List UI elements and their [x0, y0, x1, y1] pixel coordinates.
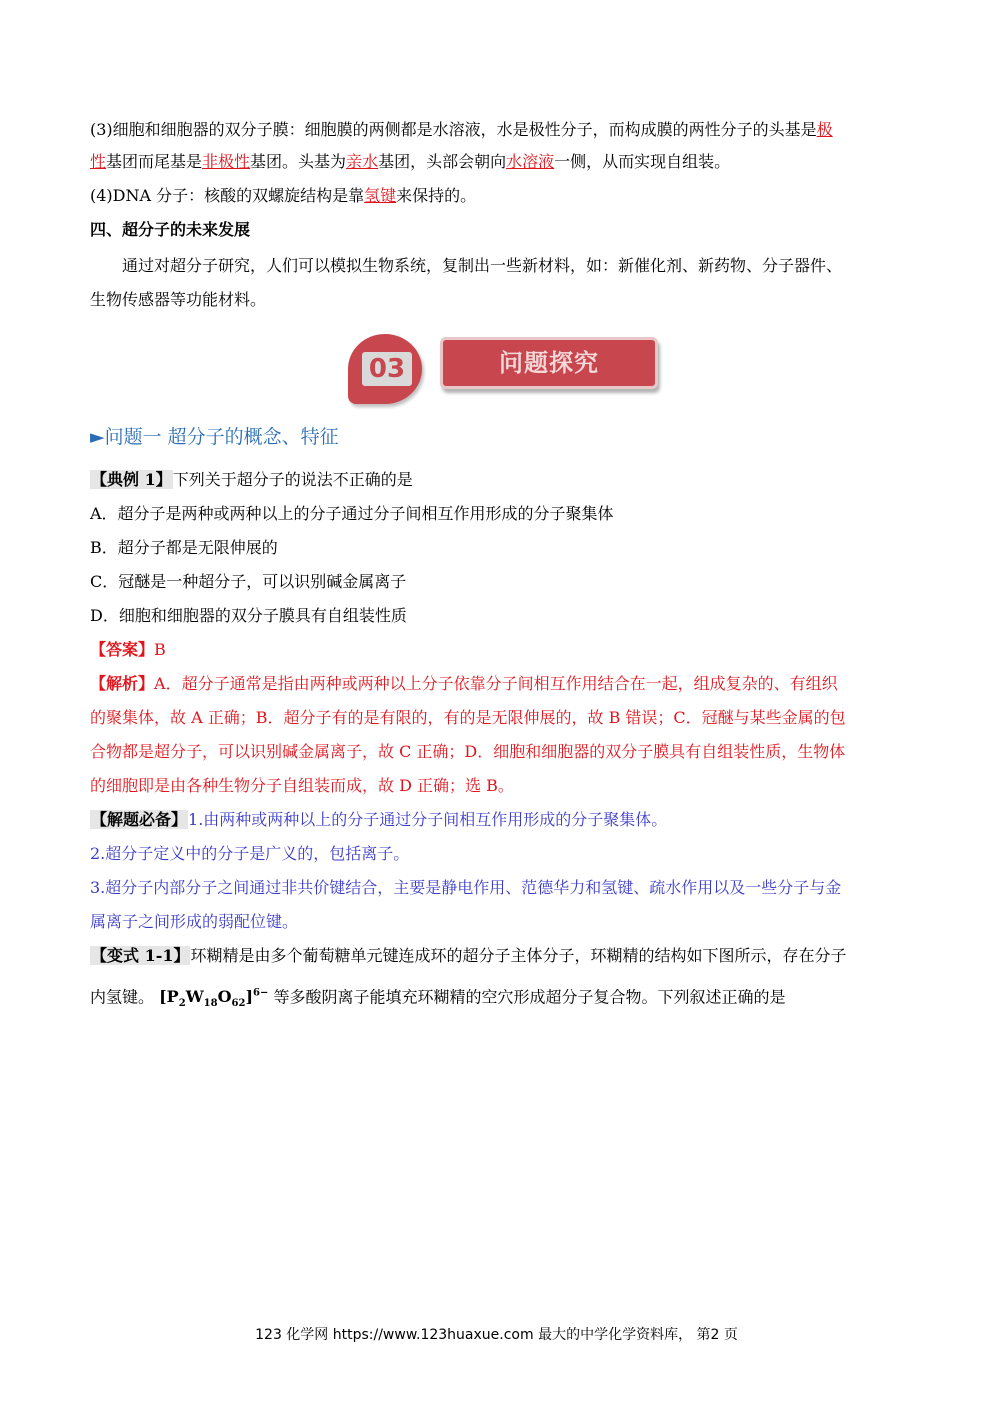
variant-tag: 【变式 1-1】: [91, 946, 190, 965]
example1-tag: 【典例 1】: [91, 470, 172, 489]
polyacid-anion-formula: [159, 987, 269, 1010]
section4-heading: 四、超分子的未来发展: [90, 220, 251, 239]
variant-line1: [90, 946, 847, 966]
essentials-tag: 【解题必备】: [91, 810, 188, 829]
essentials-line1: [90, 810, 667, 830]
section-banner: [348, 334, 664, 404]
formula-sub-2: 2: [178, 998, 186, 1010]
p3-text-h: 基团，头部会朝向: [378, 152, 507, 171]
essentials-line3: 3.超分子内部分子之间通过非共价键结合，主要是静电作用、范德华力和氢键、疏水作用以及一些分子与金: [90, 878, 842, 897]
essentials-text-1: 1.由两种或两种以上的分子通过分子间相互作用形成的分子聚集体。: [188, 810, 668, 829]
analysis-text-1: A．超分子通常是指由两种或两种以上分子依靠分子间相互作用结合在一起，组成复杂的、有组织: [154, 674, 838, 693]
example1-stem-text: 下列关于超分子的说法不正确的是: [172, 470, 413, 489]
essentials-line2: 2.超分子定义中的分子是广义的，包括离子。: [90, 844, 410, 863]
analysis-tag: 【解析】: [90, 674, 155, 693]
variant-line2: [90, 984, 785, 1015]
paragraph-4: [90, 186, 476, 206]
p3-text-f: 基团。头基为: [250, 152, 347, 171]
paragraph-3-line2: [90, 152, 730, 172]
option-b: B．超分子都是无限伸展的: [90, 538, 278, 557]
p3-text-a: (3)细胞和细胞器的双分子膜：细胞膜的两侧都是水溶液，水是极性分子，而构成膜的两性分子的头基是: [90, 120, 817, 139]
variant-text-2b: 等多酸阴离子能填充环糊精的空穴形成超分子复合物。下列叙述正确的是: [273, 987, 786, 1007]
formula-close: ]: [245, 987, 254, 1007]
option-d: D．细胞和细胞器的双分子膜具有自组装性质: [90, 606, 407, 625]
banner-number: 03: [368, 354, 406, 384]
essentials-line4: 属离子之间形成的弱配位键。: [90, 912, 299, 931]
formula-p: [P: [159, 987, 179, 1007]
answer-value: B: [154, 640, 166, 659]
analysis-line1: [90, 674, 838, 694]
question-heading: ►问题一 超分子的概念、特征: [90, 426, 339, 448]
paragraph-3-line1: [90, 120, 833, 140]
p3-keyword-polar-a: 极: [816, 120, 833, 139]
formula-sub-18: 18: [203, 998, 218, 1010]
variant-text-1: 环糊精是由多个葡萄糖单元键连成环的超分子主体分子，环糊精的结构如下图所示，存在分子: [190, 946, 847, 965]
p3-text-d: 基团而尾基是: [106, 152, 203, 171]
example1-stem: [90, 470, 413, 490]
page-footer: 123 化学网 https://www.123huaxue.com 最大的中学化学资料库， 第2 页: [255, 1327, 738, 1343]
formula-w: W: [185, 987, 204, 1007]
analysis-line3: 合物都是超分子，可以识别碱金属离子，故 C 正确；D．细胞和细胞器的双分子膜具有自组装性质，生物体: [90, 742, 846, 761]
p3-keyword-hydrophilic: 亲水: [346, 152, 379, 171]
analysis-line2: 的聚集体，故 A 正确；B．超分子有的是有限的，有的是无限伸展的，故 B 错误；C．冠醚与某些金属的包: [90, 708, 846, 727]
p3-keyword-aqueous: 水溶液: [506, 152, 555, 171]
section4-line2: 生物传感器等功能材料。: [90, 290, 267, 309]
banner-title: 问题探究: [499, 349, 599, 377]
p4-keyword-hbond: 氢键: [364, 186, 397, 205]
p4-text-c: 来保持的。: [396, 186, 477, 205]
formula-charge: 6−: [253, 988, 269, 999]
p4-text-a: (4)DNA 分子：核酸的双螺旋结构是靠: [90, 186, 365, 205]
option-a: A．超分子是两种或两种以上的分子通过分子间相互作用形成的分子聚集体: [90, 504, 614, 523]
answer-tag: 【答案】: [90, 640, 155, 659]
answer-line: [90, 640, 166, 660]
p3-keyword-polar-b: 性: [90, 152, 107, 171]
banner-number-badge: [348, 334, 422, 404]
banner-title-pill: [440, 337, 658, 389]
formula-sub-62: 62: [231, 998, 246, 1010]
p3-keyword-nonpolar: 非极性: [202, 152, 251, 171]
analysis-line4: 的细胞即是由各种生物分子自组装而成，故 D 正确；选 B。: [90, 776, 514, 795]
section4-line1: 通过对超分子研究，人们可以模拟生物系统，复制出一些新材料，如：新催化剂、新药物、分子器件、: [122, 256, 843, 275]
variant-text-2a: 内氢键。: [90, 987, 155, 1007]
option-c: C．冠醚是一种超分子，可以识别碱金属离子: [90, 572, 407, 591]
formula-o: O: [217, 987, 232, 1007]
p3-text-j: 一侧，从而实现自组装。: [554, 152, 731, 171]
